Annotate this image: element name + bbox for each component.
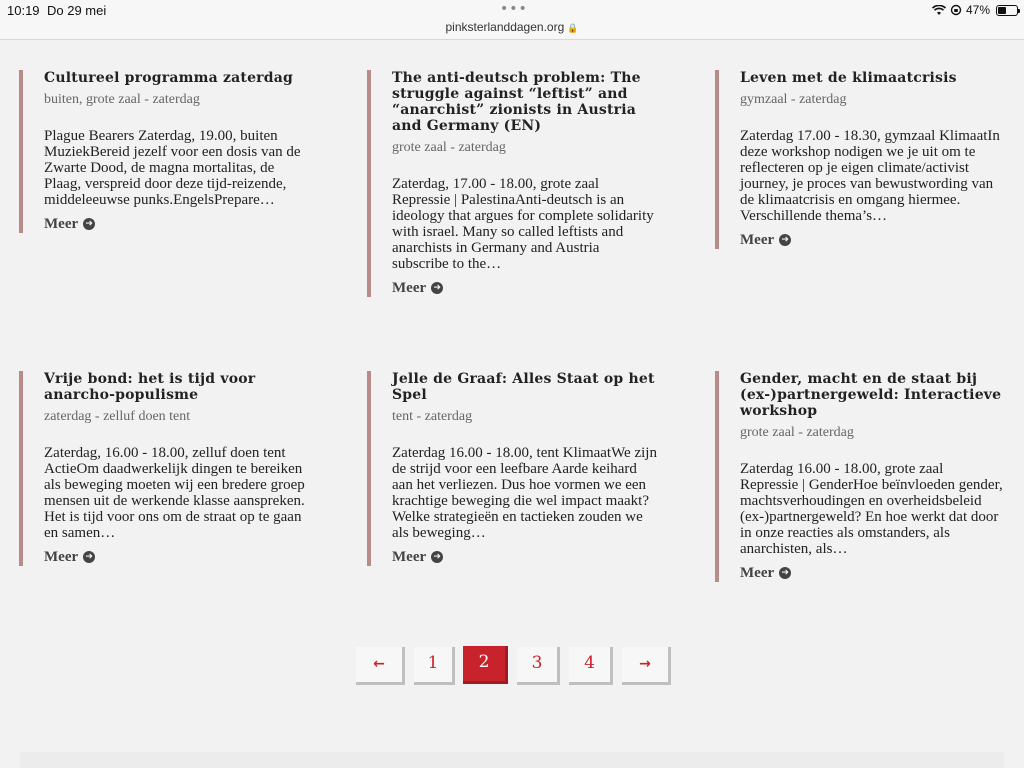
event-card (715, 70, 1005, 249)
event-card (367, 70, 657, 297)
more-label: Meer (740, 565, 775, 581)
clock: 10:19 (7, 3, 40, 18)
arrow-right-circle-icon: ➜ (83, 551, 95, 563)
more-label: Meer (392, 549, 427, 565)
more-link[interactable] (44, 548, 309, 566)
event-title[interactable]: Cultureel programma zaterdag (44, 70, 294, 86)
prev-page-button[interactable] (356, 647, 405, 685)
event-title[interactable]: Gender, macht en de staat bij (ex-)partnergeweld: Interactieve workshop (740, 371, 1002, 419)
status-indicators (932, 3, 1018, 17)
event-meta: zaterdag - zelluf doen tent (44, 409, 191, 424)
page-4-button[interactable]: 4 (569, 647, 613, 685)
event-excerpt: Zaterdag, 17.00 - 18.00, grote zaal Repressie | PalestinaAnti-deutsch is an ideology that argues for complete solidarity with israel. Many so called leftists and anarchists in Germany and Austria subscribe to the… (392, 176, 654, 272)
footer-edge (20, 752, 1004, 768)
event-meta: gymzaal - zaterdag (740, 92, 847, 107)
arrow-right-circle-icon: ➜ (779, 234, 791, 246)
more-label: Meer (44, 549, 79, 565)
more-label: Meer (740, 232, 775, 248)
date: Do 29 mei (47, 3, 107, 18)
event-title[interactable]: Jelle de Graaf: Alles Staat op het Spel (392, 371, 655, 403)
battery-icon (996, 5, 1018, 16)
event-card (19, 70, 309, 233)
event-excerpt: Zaterdag 16.00 - 18.00, tent KlimaatWe zijn de strijd voor een leefbare Aarde keihard aan het verliezen. Dus hoe vormen we een krachtige beweging die wel impact maakt? Welke strategieën en tactieken zouden we als beweging… (392, 445, 657, 541)
battery-level (998, 7, 1006, 14)
event-title[interactable]: Leven met de klimaatcrisis (740, 70, 957, 86)
event-card (367, 371, 657, 566)
arrow-right-circle-icon: ➜ (779, 567, 791, 579)
address-bar[interactable] (0, 20, 1024, 34)
more-link[interactable] (44, 215, 309, 233)
event-meta: grote zaal - zaterdag (392, 140, 506, 155)
more-label: Meer (392, 280, 427, 296)
more-link[interactable] (392, 279, 657, 297)
browser-status-bar (0, 0, 1024, 40)
more-link[interactable] (392, 548, 657, 566)
rotation-lock-icon (950, 4, 962, 16)
arrow-right-circle-icon: ➜ (431, 551, 443, 563)
event-meta: buiten, grote zaal - zaterdag (44, 92, 200, 107)
lock-icon: 🔒 (567, 23, 579, 33)
page-3-button[interactable]: 3 (517, 647, 560, 685)
event-meta: tent - zaterdag (392, 409, 473, 424)
more-dots-icon[interactable]: ••• (500, 1, 528, 17)
event-title[interactable]: Vrije bond: het is tijd voor anarcho-populisme (44, 371, 256, 403)
more-link[interactable] (740, 231, 1005, 249)
arrow-right-circle-icon: ➜ (83, 218, 95, 230)
event-excerpt: Plague Bearers Zaterdag, 19.00, buiten MuziekBereid jezelf voor een dosis van de Zwarte Dood, de magna mortalitas, de Plaag, verspreid door deze tijd-reizende, middeleeuwse punks.EngelsPrepare… (44, 128, 301, 208)
more-link[interactable] (740, 564, 1005, 582)
more-label: Meer (44, 216, 79, 232)
wifi-icon (932, 5, 946, 16)
event-excerpt: Zaterdag, 16.00 - 18.00, zelluf doen tent ActieOm daadwerkelijk dingen te bereiken als beweging moeten wij een bredere groep mensen uit de werkende klasse aanspreken. Het is tijd voor ons om de straat op te gaan en samen… (44, 445, 305, 541)
arrow-right-icon: → (639, 656, 651, 672)
event-meta: grote zaal - zaterdag (740, 425, 854, 440)
next-page-button[interactable] (622, 647, 671, 685)
page-2-button-current[interactable]: 2 (463, 646, 508, 684)
event-card (715, 371, 1005, 582)
event-excerpt: Zaterdag 17.00 - 18.30, gymzaal KlimaatIn deze workshop nodigen we je uit om te reflecteren op je eigen climate/activist journey, je proces van bewustwording van de klimaatcrisis en omgang hiermee. Verschillende thema’s… (740, 128, 1000, 224)
event-title[interactable]: The anti-deutsch problem: The struggle against “leftist” and “anarchist” zionists in Austria and Germany (EN) (392, 70, 641, 134)
arrow-left-icon: ← (373, 656, 385, 672)
url-text: pinksterlanddagen.org (445, 20, 565, 34)
page-1-button[interactable]: 1 (414, 647, 455, 685)
arrow-right-circle-icon: ➜ (431, 282, 443, 294)
event-card (19, 371, 309, 566)
event-excerpt: Zaterdag 16.00 - 18.00, grote zaal Repressie | GenderHoe beïnvloeden gender, machtsverhoudingen en overheidsbeleid (ex-)partnergeweld? En hoe werkt dat door in onze reacties als omstanders, als anarchisten, als… (740, 461, 1003, 557)
battery-percent: 47% (965, 3, 990, 17)
